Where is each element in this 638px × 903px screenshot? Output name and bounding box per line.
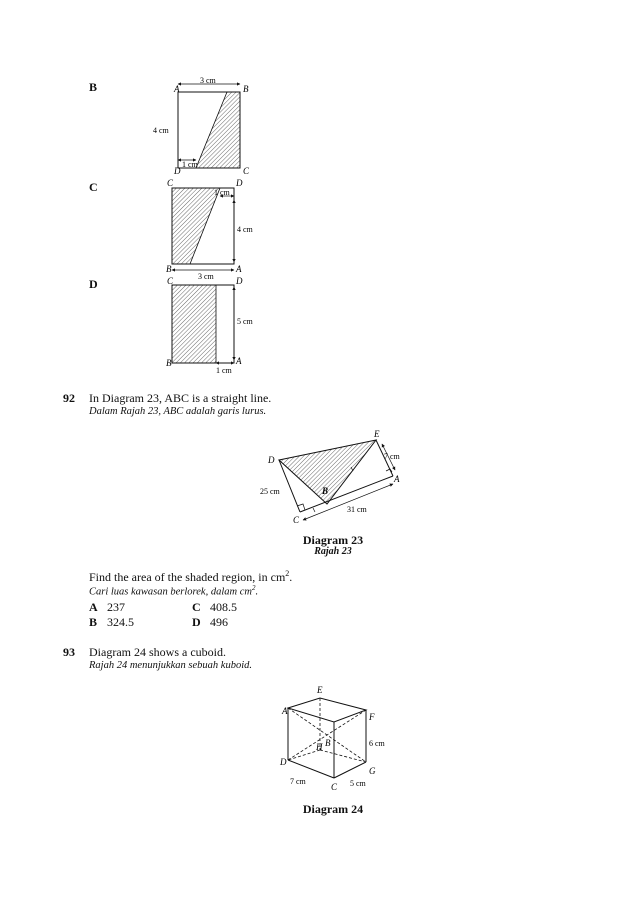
label-e: E xyxy=(374,429,380,439)
diagram-24-cuboid xyxy=(270,680,400,800)
label-d: D xyxy=(268,455,275,465)
label-d: D xyxy=(174,166,181,176)
question-number-92: 92 xyxy=(63,391,75,405)
label-c: C xyxy=(167,178,174,188)
label-side: 4 cm xyxy=(237,225,253,234)
answer-b-letter[interactable]: B xyxy=(89,615,98,629)
label-width: 7 cm xyxy=(290,777,306,786)
label-ca: 31 cm xyxy=(347,505,367,514)
label-b: B xyxy=(325,738,331,748)
answer-a-value[interactable]: 237 xyxy=(107,600,125,614)
label-b: B xyxy=(166,264,172,274)
label-top: 3 cm xyxy=(200,76,216,85)
label-e: E xyxy=(317,685,323,695)
answer-d-value[interactable]: 496 xyxy=(210,615,228,629)
label-c: C xyxy=(331,782,338,792)
figure-option-c xyxy=(150,176,270,281)
question-93-stem: Diagram 24 shows a cuboid. xyxy=(89,645,226,659)
answer-c-value[interactable]: 408.5 xyxy=(210,600,237,614)
label-bottom: 1 cm xyxy=(182,160,198,169)
label-h: H xyxy=(316,742,323,752)
label-a: A xyxy=(394,474,400,484)
question-92-stem: In Diagram 23, ABC is a straight line. xyxy=(89,391,272,405)
label-b: B xyxy=(322,486,329,496)
answer-c-letter[interactable]: C xyxy=(192,600,201,614)
label-depth: 5 cm xyxy=(350,779,366,788)
diagram-24-caption: Diagram 24 xyxy=(302,802,364,816)
answer-b-value[interactable]: 324.5 xyxy=(107,615,134,629)
label-a: A xyxy=(236,264,242,274)
label-side: 5 cm xyxy=(237,317,253,326)
label-d: D xyxy=(280,757,287,767)
question-93-stem-malay: Rajah 24 menunjukkan sebuah kuboid. xyxy=(89,660,253,671)
label-a: A xyxy=(282,706,288,716)
label-d: D xyxy=(236,178,243,188)
option-c-letter[interactable]: C xyxy=(89,180,98,194)
question-92-ask: Find the area of the shaded region, in $cm^2$. xyxy=(89,569,293,584)
option-b-letter[interactable]: B xyxy=(89,80,98,94)
label-g: G xyxy=(369,766,376,776)
label-d: D xyxy=(236,276,243,286)
question-number-93: 93 xyxy=(63,645,75,659)
label-height: 6 cm xyxy=(369,739,385,748)
label-b: B xyxy=(243,84,249,94)
answer-a-letter[interactable]: A xyxy=(89,600,98,614)
label-side: 4 cm xyxy=(153,126,169,135)
option-d-letter[interactable]: D xyxy=(89,277,98,291)
label-bottom: 1 cm xyxy=(216,366,232,375)
label-bottom: 3 cm xyxy=(198,272,214,281)
label-de: 7 cm xyxy=(384,452,400,461)
label-f: F xyxy=(369,712,375,722)
label-dc: 25 cm xyxy=(260,487,280,496)
label-c: C xyxy=(167,276,174,286)
label-b: B xyxy=(166,358,172,368)
answer-d-letter[interactable]: D xyxy=(192,615,201,629)
label-c: C xyxy=(293,515,300,525)
label-a: A xyxy=(174,84,180,94)
question-92-stem-malay: Dalam Rajah 23, ABC adalah garis lurus. xyxy=(89,406,267,417)
diagram-23 xyxy=(255,428,415,528)
figure-option-d xyxy=(150,274,270,378)
question-92-ask-malay: Cari luas kawasan berlorek, dalam $cm^2$. xyxy=(89,584,259,598)
label-top: 1 cm xyxy=(214,188,230,197)
diagram-23-caption: Diagram 23 xyxy=(302,533,364,547)
label-a: A xyxy=(236,356,242,366)
label-c: C xyxy=(243,166,250,176)
diagram-23-caption-malay: Rajah 23 xyxy=(314,546,352,557)
shaded-region xyxy=(172,285,216,363)
figure-option-b xyxy=(150,76,260,176)
